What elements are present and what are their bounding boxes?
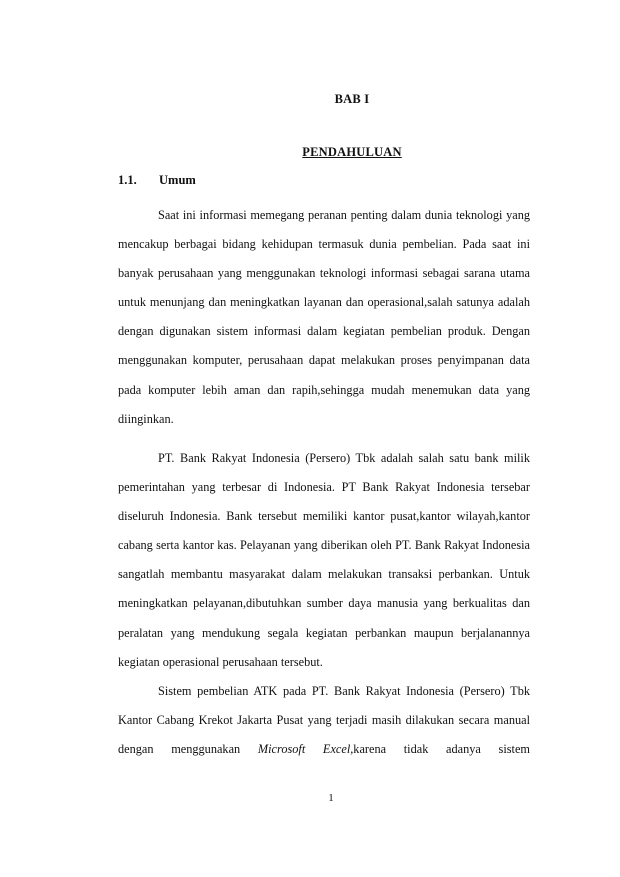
paragraph-3 bbox=[118, 677, 530, 764]
section-number: 1.1. bbox=[118, 173, 137, 187]
chapter-number: BAB I bbox=[334, 92, 370, 106]
chapter-title: PENDAHULUAN bbox=[302, 145, 402, 159]
paragraph-2 bbox=[118, 444, 530, 677]
paragraph-text: Saat ini informasi memegang peranan penting dalam dunia teknologi yang mencakup berbagai bidang kehidupan termasuk dunia pembelian. Pada saat ini banyak perusahaan yang menggunakan teknologi informasi sebagai sarana utama untuk menunjang dan meningkatkan layanan dan operasional,salah satunya adalah dengan digunakan sistem informasi dalam kegiatan pembelian produk. Dengan menggunakan komputer, perusahaan dapat melakukan proses penyimpanan data pada komputer lebih aman dan rapih,sehingga mudah menemukan data yang diinginkan. bbox=[118, 208, 530, 426]
section-heading bbox=[118, 173, 196, 188]
paragraph-text: PT. Bank Rakyat Indonesia (Persero) Tbk adalah salah satu bank milik pemerintahan yang terbesar di Indonesia. PT Bank Rakyat Indonesia tersebar diseluruh Indonesia. Bank tersebut memiliki kantor pusat,kantor wilayah,kantor cabang serta kantor kas. Pelayanan yang diberikan oleh PT. Bank Rakyat Indonesia sangatlah membantu masyarakat dalam melakukan transaksi perbankan. Untuk meningkatkan pelayanan,dibutuhkan sumber daya manusia yang berkualitas dan peralatan yang mendukung segala kegiatan perbankan maupun berjalanannya kegiatan operasional perusahaan tersebut. bbox=[118, 451, 530, 669]
section-title: Umum bbox=[159, 173, 196, 187]
paragraph-1 bbox=[118, 201, 530, 434]
paragraph-text-italic: Microsoft Excel bbox=[257, 742, 351, 757]
paragraph-text bbox=[118, 677, 530, 764]
page-number: 1 bbox=[328, 792, 334, 804]
paragraph-text-before: Sistem pembelian ATK pada PT. Bank Rakyat Indonesia (Persero) Tbk Kantor Cabang Krekot Jakarta Pusat yang terjadi masih dilakukan secara manual dengan menggunakan bbox=[118, 684, 530, 757]
paragraph-text-after: ,karena tidak adanya sistem bbox=[350, 742, 530, 757]
